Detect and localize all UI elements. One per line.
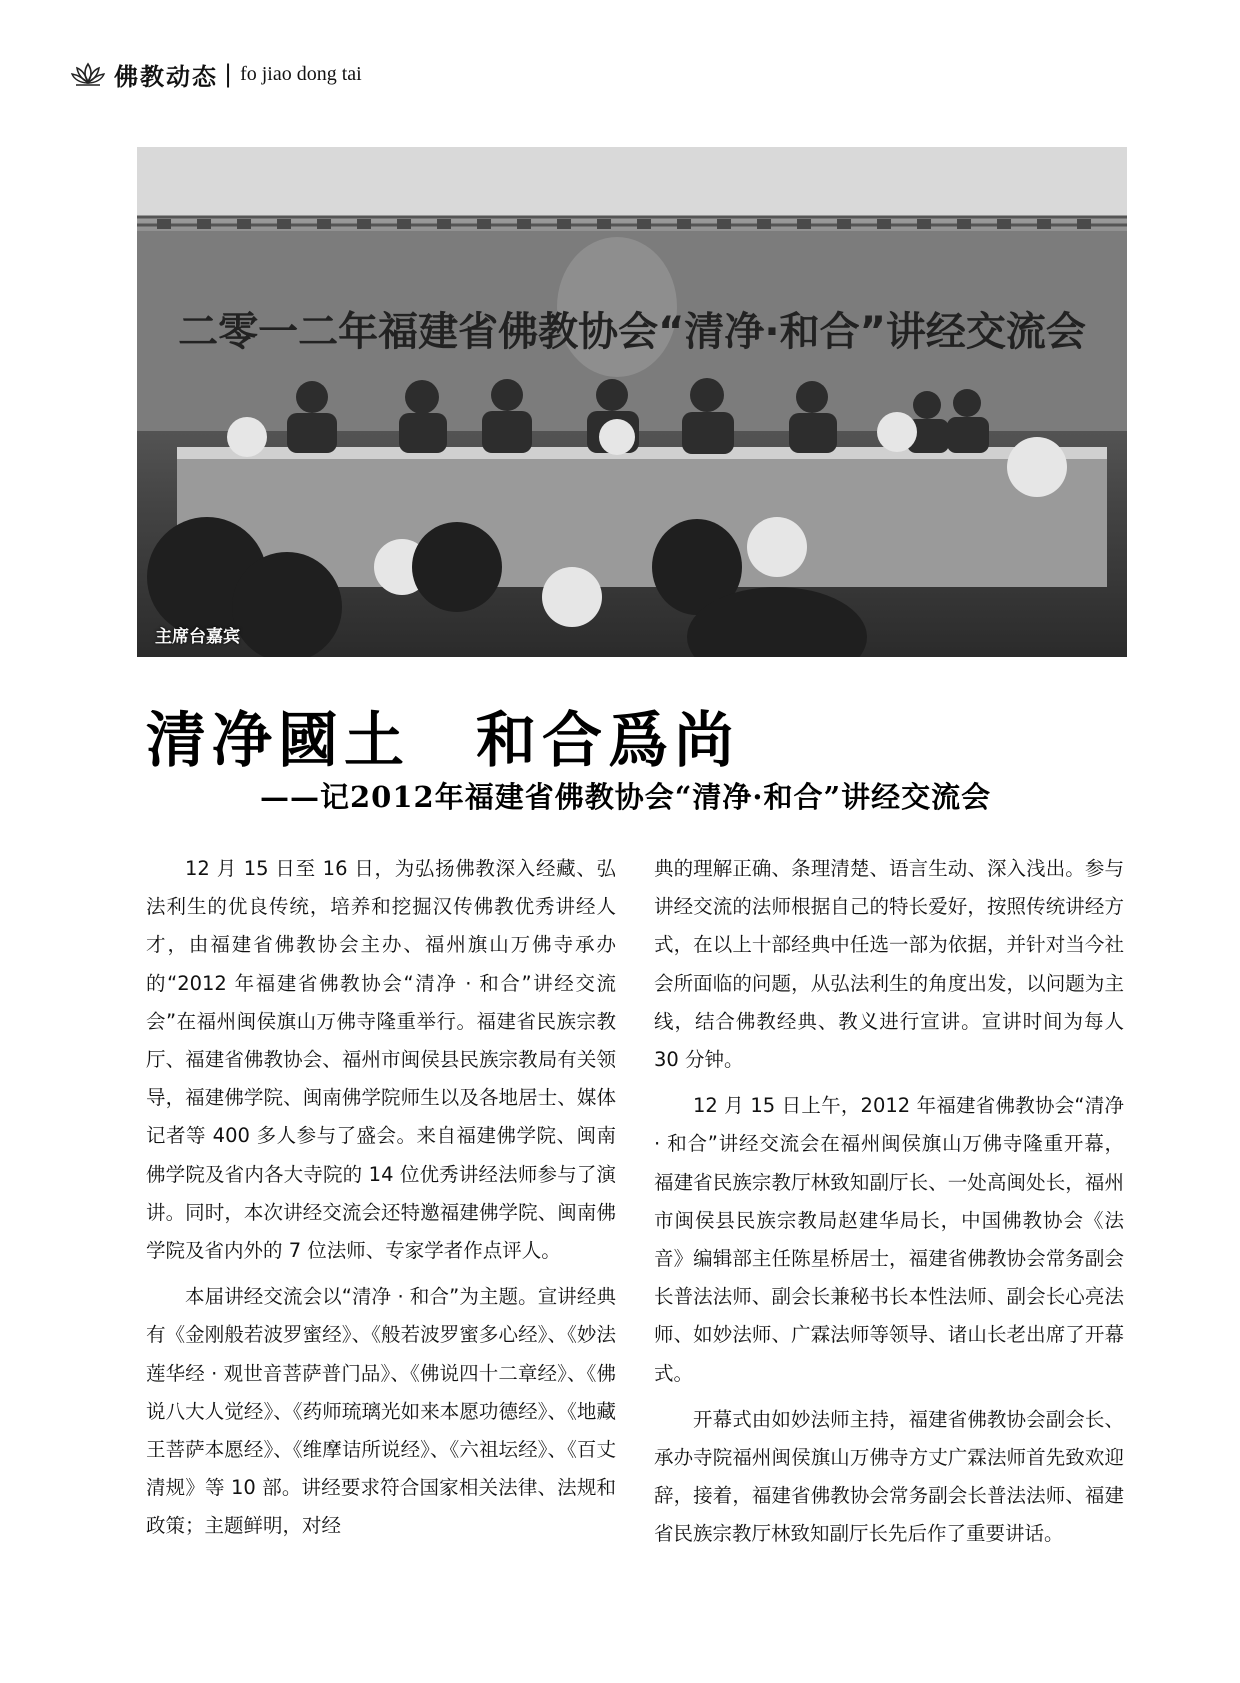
paragraph: 本届讲经交流会以“清净 · 和合”为主题。宣讲经典有《金刚般若波罗蜜经》、《般若波罗蜜多心经》、《妙法莲华经 · 观世音菩萨普门品》、《佛说四十二章经》、《佛说八大人觉经》、《药师琉璃光如来本愿功德经》、《地藏王菩萨本愿经》、《维摩诘所说经》、《六祖坛经》、《百丈清规》等 10 部。讲经要求符合国家相关法律、法规和政策；主题鲜明，对经 xyxy=(146,1285,616,1538)
section-separator: | xyxy=(224,60,233,88)
paragraph: 12 月 15 日上午，2012 年福建省佛教协会“清净 · 和合”讲经交流会在福州闽侯旗山万佛寺隆重开幕，福建省民族宗教厅林致知副厅长、一处高闽处长，福州市闽侯县民族宗教局赵建华局长，中国佛教协会《法音》编辑部主任陈星桥居士，福建省佛教协会常务副会长普法法师、副会长兼秘书长本性法师、副会长心亮法师、如妙法师、广霖法师等领导、诸山长老出席了开幕式。 xyxy=(654,1094,1124,1385)
event-photo xyxy=(137,147,1127,657)
paragraph: 典的理解正确、条理清楚、语言生动、深入浅出。参与讲经交流的法师根据自己的特长爱好，按照传统讲经方式，在以上十部经典中任选一部为依据，并针对当今社会所面临的问题，从弘法利生的角度出发，以问题为主线，结合佛教经典、教义进行宣讲。宣讲时间为每人 30 分钟。 xyxy=(654,857,1124,1072)
article-column-left xyxy=(146,850,616,1554)
article-subtitle: ——记2012年福建省佛教协会“清净·和合”讲经交流会 xyxy=(260,780,992,814)
article-column-right xyxy=(654,850,1124,1562)
section-title: 佛教动态 xyxy=(114,61,218,91)
section-pinyin: fo jiao dong tai xyxy=(240,62,362,85)
photo-banner: 二零一二年福建省佛教协会“清净·和合”讲经交流会 xyxy=(178,309,1086,355)
lotus-icon xyxy=(70,60,106,88)
photo-caption: 主席台嘉宾 xyxy=(155,627,240,647)
paragraph: 开幕式由如妙法师主持，福建省佛教协会副会长、承办寺院福州闽侯旗山万佛寺方丈广霖法师首先致欢迎辞，接着，福建省佛教协会常务副会长普法法师、福建省民族宗教厅林致知副厅长先后作了重要讲话。 xyxy=(654,1407,1124,1546)
article-title: 清净國土 和合爲尚 xyxy=(146,706,740,776)
photo-scene xyxy=(137,147,1127,657)
paragraph: 12 月 15 日至 16 日，为弘扬佛教深入经藏、弘法利生的优良传统，培养和挖掘汉传佛教优秀讲经人才，由福建省佛教协会主办、福州旗山万佛寺承办的“2012 年福建省佛教协会“清净 · 和合”讲经交流会”在福州闽侯旗山万佛寺隆重举行。福建省民族宗教厅、福建省佛教协会、福州市闽侯县民族宗教局有关领导，福建佛学院、闽南佛学院师生以及各地居士、媒体记者等 400 多人参与了盛会。来自福建佛学院、闽南佛学院及省内各大寺院的 14 位优秀讲经法师参与了演讲。同时，本次讲经交流会还特邀福建佛学院、闽南佛学院及省内外的 7 位法师、专家学者作点评人。 xyxy=(146,857,616,1263)
section-header xyxy=(70,56,362,92)
